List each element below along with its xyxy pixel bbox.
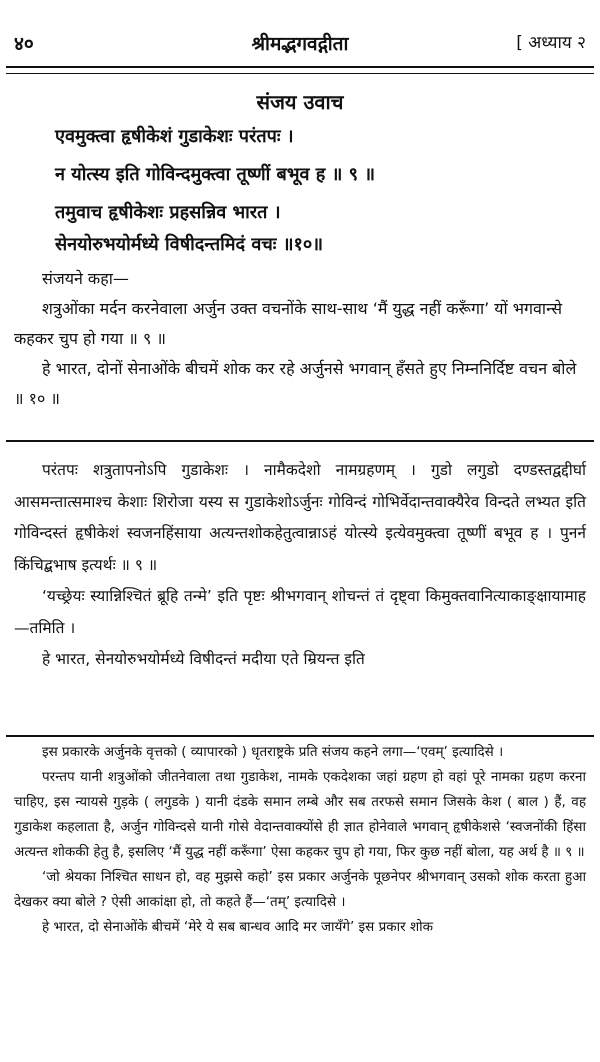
hindi-paragraph: हे भारत, दो सेनाओंके बीचमें ‘मेरे ये सब बान्धव आदि मर जायँगे’ इस प्रकार शोक [42,919,433,935]
commentary-paragraph: ‘यच्छ्रेयः स्यान्निश्चितं ब्रूहि तन्मे’ इति पृष्टः श्रीभगवान् शोचन्तं तं दृष्ट्वा किमुक्तवानित्याकाङ्क्षायामाह—तमिति । [14,587,586,637]
page-header [14,30,586,60]
translation-intro: संजयने कहा— [42,269,129,288]
translation-block [14,264,586,414]
header-double-rule [6,66,594,74]
translation-paragraph: शत्रुओंका मर्दन करनेवाला अर्जुन उक्त वचनोंके साथ-साथ ‘मैं युद्ध नहीं करूँगा’ यों भगवान्से कहकर चुप हो गया ॥ ९ ॥ [14,299,563,348]
running-title: श्रीमद्भगवद्गीता [251,33,349,55]
verse-line: न योत्स्य इति गोविन्दमुक्त्वा तूष्णीं बभूव ह ॥ ९ ॥ [55,164,376,185]
commentary-paragraph: परंतपः शत्रुतापनोऽपि गुडाकेशः । नामैकदेशो नामग्रहणम् । गुडो लगुडो दण्डस्तद्वद्दीर्घा आसमन्तात्समाश्च केशाः शिरोजा यस्य स गुडाकेशोऽर्जुनः गोविन्दं गोभिर्वेदान्तवाक्यैरेव विन्दते लभ्यत इति गोविन्दस्तं हृषीकेशं स्वजनहिंसाया अत्यन्तशोकहेतुत्वान्नाऽहं योत्स्ये इत्येवमुक्त्वा तूष्णीं बभूव ह । पुनर्न किंचिद्बभाष इत्यर्थः ॥ ९ ॥ [14,461,586,574]
verse-line: सेनयोरुभयोर्मध्ये विषीदन्तमिदं वचः ॥१०॥ [55,234,323,255]
commentary-paragraph: हे भारत, सेनयोरुभयोर्मध्ये विषीदन्तं मदीया एते म्रियन्त इति [42,650,365,668]
verse-line: तमुवाच हृषीकेशः प्रहसन्निव भारत । [55,202,281,223]
page-number: ४० [14,33,34,55]
verse-line: एवमुक्त्वा हृषीकेशं गुडाकेशः परंतपः । [55,126,294,147]
section-rule [6,735,594,737]
hindi-commentary [14,740,586,940]
hindi-paragraph: ‘जो श्रेयका निश्चित साधन हो, वह मुझसे कहो’ इस प्रकार अर्जुनके पूछनेपर श्रीभगवान् उसको शोक करता हुआ देखकर क्या बोले ? ऐसी आकांक्षा हो, तो कहते हैं—‘तम्’ इत्यादिसे । [14,869,586,910]
translation-paragraph: हे भारत, दोनों सेनाओंके बीचमें शोक कर रहे अर्जुनसे भगवान् हँसते हुए निम्ननिर्दिष्ट वचन बोले ॥ १० ॥ [14,359,577,408]
hindi-paragraph: इस प्रकारके अर्जुनके वृत्तको ( व्यापारको ) धृतराष्ट्रके प्रति संजय कहने लगा—‘एवम्’ इत्यादिसे । [42,744,504,760]
sanskrit-commentary [14,455,586,676]
hindi-paragraph: परन्तप यानी शत्रुओंको जीतनेवाला तथा गुडाकेश, नामके एकदेशका जहां ग्रहण हो वहां पूरे नामका ग्रहण करना चाहिए, इस न्यायसे गुड़के ( लगुडके ) यानी दंडके समान लम्बे और सब तरफसे समान जिसके केश ( बाल ) हैं, वह गुडाकेश कहलाता है, अर्जुन गोविन्दसे यानी गोसे वेदान्तवाक्योंसे ही ज्ञात होनेवाले भगवान् हृषीकेशसे ‘स्वजनोंकी हिंसा अत्यन्त शोककी हेतु है, इसलिए ‘मैं युद्ध नहीं करूँगा’ ऐसा कहकर चुप हो गया, फिर कुछ नहीं बोला, यह अर्थ है ॥ ९ ॥ [14,769,586,860]
chapter-label: [ अध्याय २ [516,33,586,53]
speaker-heading: संजय उवाच [256,90,344,114]
section-rule [6,440,594,442]
